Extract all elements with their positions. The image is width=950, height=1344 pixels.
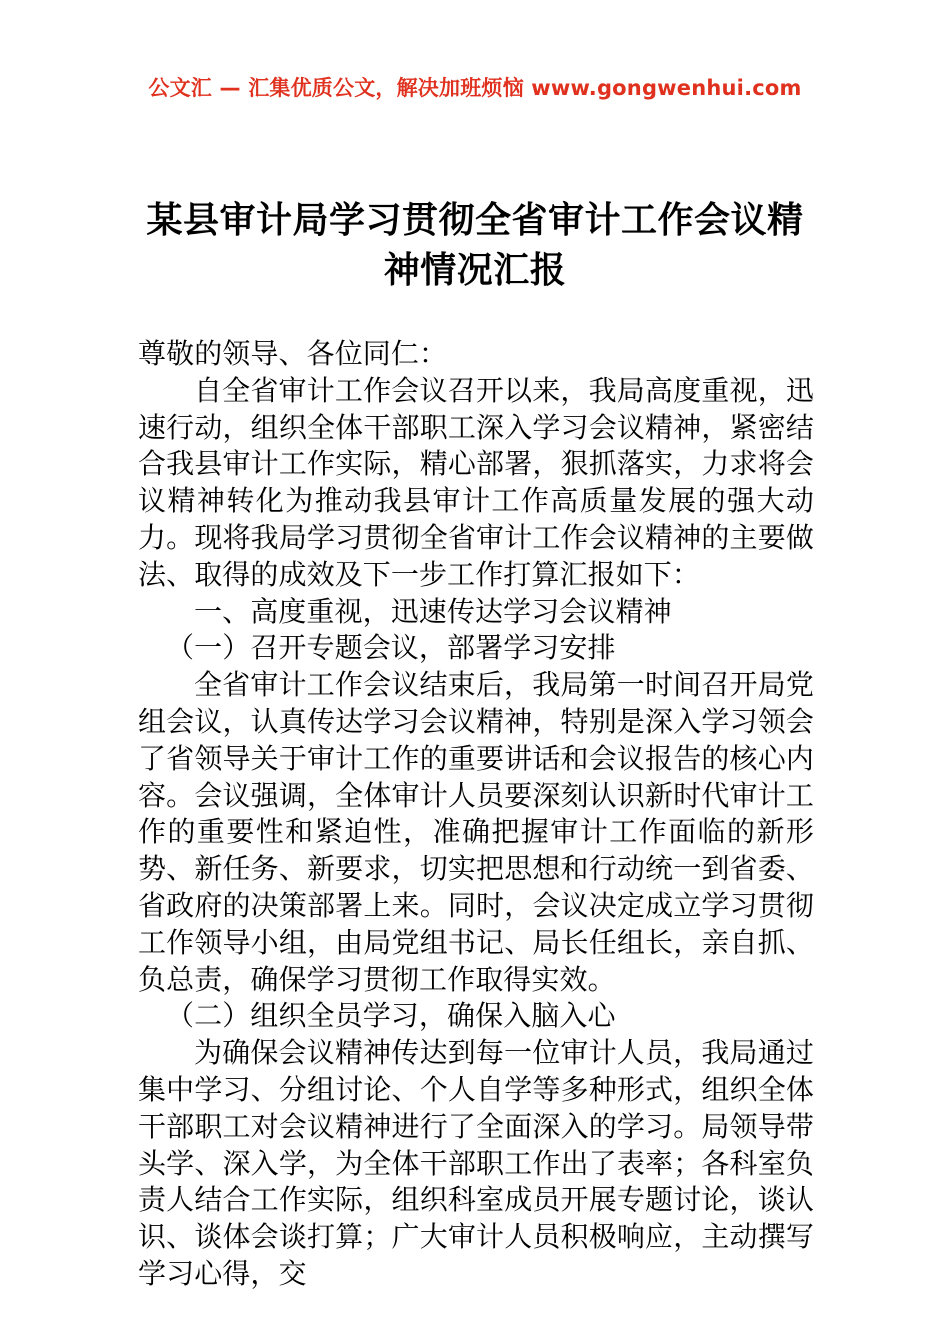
salutation-paragraph: 尊敬的领导、各位同仁： [138, 337, 448, 370]
subsection-heading-1-2: （二）组织全员学习，确保入脑入心 [166, 999, 616, 1033]
section-heading-1: 一、高度重视，迅速传达学习会议精神 [194, 594, 672, 628]
site-watermark-header [0, 78, 950, 99]
subsection-heading-1-1: （一）召开专题会议，部署学习安排 [166, 631, 616, 665]
watermark-text: 公文汇 — 汇集优质公文，解决加班烦恼 www.gongwenhui.com [148, 76, 802, 100]
opening-paragraph: 自全省审计工作会议召开以来，我局高度重视，迅速行动，组织全体干部职工深入学习会议精神，紧密结合我县审计工作实际，精心部署，狠抓落实，力求将会议精神转化为推动我县审计工作高质量发展的强大动力。现将我局学习贯彻全省审计工作会议精神的主要做法、取得的成效及下一步工作打算汇报如下： [138, 373, 814, 591]
body-paragraph-1-1: 全省审计工作会议结束后，我局第一时间召开局党组会议，认真传达学习会议精神，特别是深入学习领会了省领导关于审计工作的重要讲话和会议报告的核心内容。会议强调，全体审计人员要深刻认识新时代审计工作的重要性和紧迫性，准确把握审计工作面临的新形势、新任务、新要求，切实把思想和行动统一到省委、省政府的决策部署上来。同时，会议决定成立学习贯彻工作领导小组，由局党组书记、局长任组长，亲自抓、负总责，确保学习贯彻工作取得实效。 [138, 668, 814, 996]
page-title: 某县审计局学习贯彻全省审计工作会议精神情况汇报 [146, 200, 804, 292]
document-body [138, 336, 814, 1293]
body-paragraph-1-2: 为确保会议精神传达到每一位审计人员，我局通过集中学习、分组讨论、个人自学等多种形式，组织全体干部职工对会议精神进行了全面深入的学习。局领导带头学、深入学，为全体干部职工作出了表率；各科室负责人结合工作实际，组织科室成员开展专题讨论，谈认识、谈体会谈打算；广大审计人员积极响应，主动撰写学习心得，交 [138, 1036, 814, 1290]
